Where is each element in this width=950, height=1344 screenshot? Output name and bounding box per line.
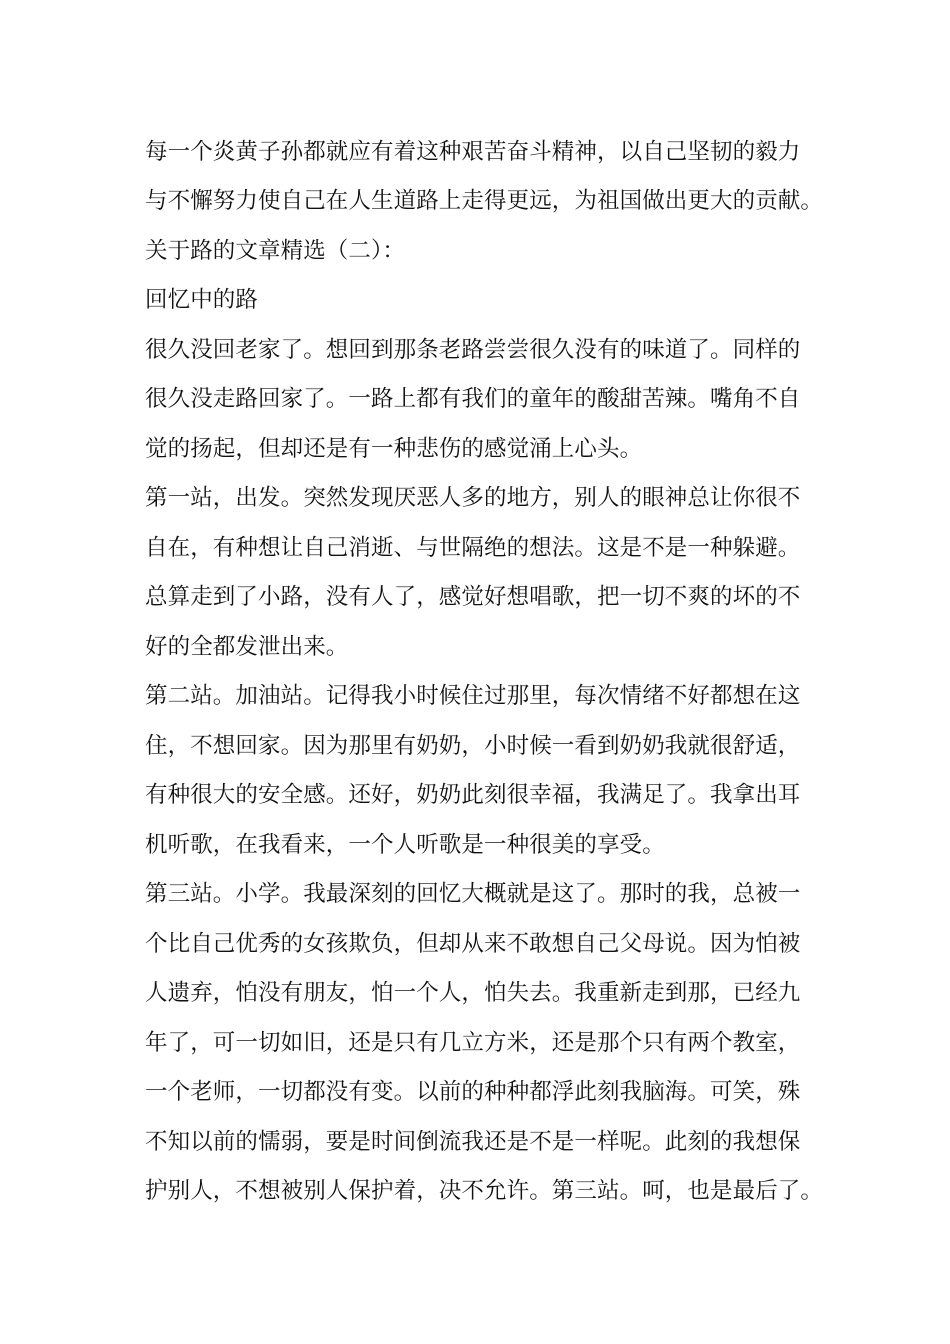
text-line: 一个老师，一切都没有变。以前的种种都浮此刻我脑海。可笑，殊 <box>145 1079 801 1105</box>
text-line: 自在，有种想让自己消逝、与世隔绝的想法。这是不是一种躲避。 <box>145 535 801 561</box>
text-line: 第一站，出发。突然发现厌恶人多的地方，别人的眼神总让你很不 <box>145 485 801 511</box>
text-line: 与不懈努力使自己在人生道路上走得更远，为祖国做出更大的贡献。 <box>145 188 824 214</box>
section-heading: 关于路的文章精选（二）： <box>145 238 405 264</box>
text-line: 总算走到了小路，没有人了，感觉好想唱歌，把一切不爽的坏的不 <box>145 584 801 610</box>
text-line: 年了，可一切如旧，还是只有几立方米，还是那个只有两个教室， <box>145 1030 801 1056</box>
text-line: 护别人，不想被别人保护着，决不允许。第三站。呵，也是最后了。 <box>145 1178 824 1204</box>
text-line: 个比自己优秀的女孩欺负，但却从来不敢想自己父母说。因为怕被 <box>145 931 801 957</box>
text-line: 第三站。小学。我最深刻的回忆大概就是这了。那时的我，总被一 <box>145 881 801 907</box>
text-line: 好的全都发泄出来。 <box>145 634 349 660</box>
text-line: 不知以前的懦弱，要是时间倒流我还是不是一样呢。此刻的我想保 <box>145 1129 801 1155</box>
text-line: 有种很大的安全感。还好，奶奶此刻很幸福，我满足了。我拿出耳 <box>145 782 801 808</box>
text-line: 每一个炎黄子孙都就应有着这种艰苦奋斗精神，以自己坚韧的毅力 <box>145 139 801 165</box>
text-line: 机听歌，在我看来，一个人听歌是一种很美的享受。 <box>145 832 665 858</box>
text-line: 觉的扬起，但却还是有一种悲伤的感觉涌上心头。 <box>145 436 643 462</box>
text-line: 很久没回老家了。想回到那条老路尝尝很久没有的味道了。同样的 <box>145 337 801 363</box>
article-title: 回忆中的路 <box>145 287 259 313</box>
text-line: 很久没走路回家了。一路上都有我们的童年的酸甜苦辣。嘴角不自 <box>145 386 801 412</box>
text-line: 第二站。加油站。记得我小时候住过那里，每次情绪不好都想在这 <box>145 683 801 709</box>
text-line: 人遗弃，怕没有朋友，怕一个人，怕失去。我重新走到那，已经九 <box>145 980 801 1006</box>
text-line: 住，不想回家。因为那里有奶奶，小时候一看到奶奶我就很舒适， <box>145 733 801 759</box>
